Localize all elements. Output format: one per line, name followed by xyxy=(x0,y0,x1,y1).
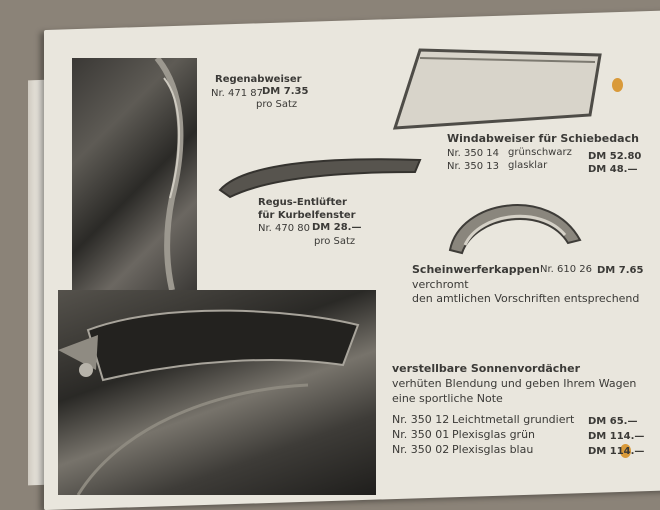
windabweiser-row1-desc: grünschwarz xyxy=(508,147,572,158)
windabweiser-row1-nr: Nr. 350 14 xyxy=(447,148,500,159)
windabweiser-row2-desc: glasklar xyxy=(508,160,548,171)
windabweiser-row2-nr: Nr. 350 13 xyxy=(447,161,500,172)
car-fender-photo xyxy=(72,58,197,290)
rain-deflector-illustration xyxy=(72,58,197,290)
regenabweiser-unit: pro Satz xyxy=(256,99,298,110)
scheinwerfer-title: Scheinwerferkappen xyxy=(412,263,540,276)
scheinwerfer-line2: den amtlichen Vorschriften entsprechend xyxy=(412,292,640,305)
sonnen-row1-nr: Nr. 350 12 xyxy=(392,413,450,426)
sun-visor-photo xyxy=(58,290,376,495)
regenabweiser-price: DM 7.35 xyxy=(262,86,309,97)
headlight-cap-illustration xyxy=(440,185,585,260)
sonnen-row2-price: DM 114.— xyxy=(588,431,645,442)
vent-deflector-illustration xyxy=(215,152,425,202)
wind-deflector-illustration xyxy=(390,40,620,135)
scheinwerfer-price: DM 7.65 xyxy=(597,265,644,276)
sonnen-row3-desc: Plexisglas blau xyxy=(452,443,534,456)
regus-unit: pro Satz xyxy=(314,236,356,247)
sonnen-row2-desc: Plexisglas grün xyxy=(452,428,536,441)
regenabweiser-nr: Nr. 471 87 xyxy=(211,88,264,99)
windabweiser-row1-price: DM 52.80 xyxy=(588,151,642,162)
sonnen-row3-price: DM 114.— xyxy=(588,446,645,457)
windabweiser-row2-price: DM 48.— xyxy=(588,164,638,175)
sonnen-desc-1: verhüten Blendung und geben Ihrem Wagen xyxy=(392,377,637,390)
sonnen-row3-nr: Nr. 350 02 xyxy=(392,443,450,456)
regenabweiser-title: Regenabweiser xyxy=(215,74,302,85)
sonnen-row1-price: DM 65.— xyxy=(588,416,638,427)
sun-visor-illustration xyxy=(58,290,376,495)
scheinwerfer-nr: Nr. 610 26 xyxy=(540,264,593,275)
sonnen-desc-2: eine sportliche Note xyxy=(392,392,503,405)
windabweiser-title: Windabweiser für Schiebedach xyxy=(447,132,639,145)
scheinwerfer-line1: verchromt xyxy=(412,278,469,291)
sonnen-row1-desc: Leichtmetall grundiert xyxy=(452,413,575,426)
sonnen-title: verstellbare Sonnenvordächer xyxy=(392,362,580,375)
regus-title-1: Regus-Entlüfter xyxy=(258,197,347,208)
sonnen-row2-nr: Nr. 350 01 xyxy=(392,428,450,441)
regus-title-2: für Kurbelfenster xyxy=(258,210,356,221)
regus-price: DM 28.— xyxy=(312,222,362,233)
regus-nr: Nr. 470 80 xyxy=(258,223,311,234)
